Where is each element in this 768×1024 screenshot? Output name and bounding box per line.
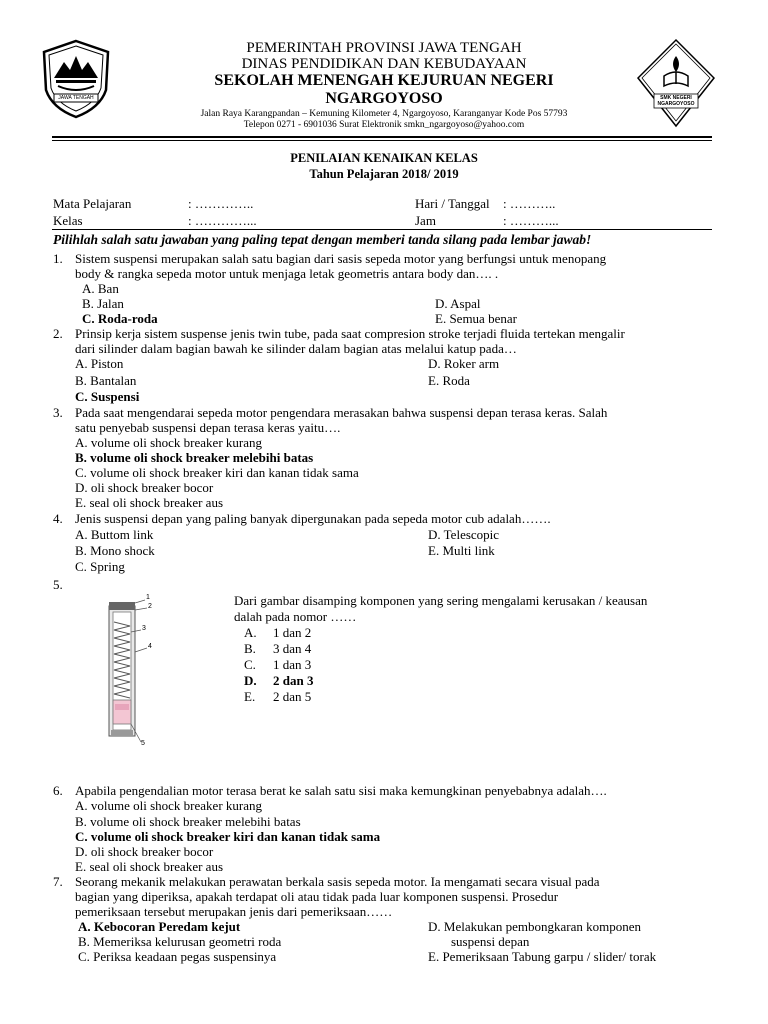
q5-option-c-letter[interactable]: C. [244,657,256,672]
q6-option-d[interactable]: D. oli shock breaker bocor [75,844,214,859]
q5-option-e-letter[interactable]: E. [244,689,256,704]
right-logo-caption-1: SMK NEGERI [660,95,692,101]
q7-number: 7. [53,874,63,889]
header-divider [52,136,712,138]
hari-label: Hari / Tanggal [415,196,490,211]
shock-absorber-diagram-icon [95,592,165,752]
q7-text-1: Seorang mekanik melakukan perawatan berkala sasis sepeda motor. Ia mengamati secara visual pada [75,874,600,889]
q1-option-d[interactable]: D. Aspal [435,296,481,311]
q4-number: 4. [53,511,63,526]
q7-text-2: bagian yang diperiksa, apakah terdapat oli atau tidak pada luar komponen suspensi. Prosedur [75,889,559,904]
q5-option-a-text[interactable]: 1 dan 2 [273,625,312,640]
q2-option-c[interactable]: C. Suspensi [75,389,140,404]
q1-text-1: Sistem suspensi merupakan salah satu bagian dari sasis sepeda motor yang berfungsi untuk menopang [75,251,607,266]
mapel-value[interactable]: : ………….. [188,196,254,211]
q1-number: 1. [53,251,63,266]
q2-text-2: dari silinder dalam bagian bawah ke silinder dalam bagian atas melalui katup pada… [75,341,517,356]
q3-text-2: satu penyebab suspensi depan terasa keras yaitu…. [75,420,341,435]
q2-text-1: Prinsip kerja sistem suspense jenis twin tube, pada saat compresion stroke terjadi fluida tertekan mengalir [75,326,625,341]
mapel-label: Mata Pelajaran [53,196,132,211]
jam-label: Jam [415,213,436,228]
q7-text-3: pemeriksaan tersebut merupakan jenis dari pemeriksaan…… [75,904,393,919]
q7-option-a[interactable]: A. Kebocoran Peredam kejut [78,919,241,934]
q2-option-b[interactable]: B. Bantalan [75,373,137,388]
q7-option-e[interactable]: E. Pemeriksaan Tabung garpu / slider/ torak [428,949,657,964]
figure-label-3: 3 [142,625,146,632]
q5-option-d-letter[interactable]: D. [244,673,257,688]
hari-value[interactable]: : ……….. [503,196,556,211]
q2-option-d[interactable]: D. Roker arm [428,356,500,371]
q3-option-b[interactable]: B. volume oli shock breaker melebihi batas [75,450,314,465]
right-logo-caption-2: NGARGOYOSO [657,101,695,107]
q6-option-b[interactable]: B. volume oli shock breaker melebihi batas [75,814,301,829]
q5-option-a-letter[interactable]: A. [244,625,257,640]
figure-label-5: 5 [141,740,145,747]
q7-option-b[interactable]: B. Memeriksa kelurusan geometri roda [78,934,282,949]
header-contact: Telepon 0271 - 6901036 Surat Elektronik smkn_ngargoyoso@yahoo.com [243,120,525,130]
q5-text-2: dalah pada nomor …… [234,609,357,624]
q6-option-e[interactable]: E. seal oli shock breaker aus [75,859,224,874]
q5-option-e-text[interactable]: 2 dan 5 [273,689,312,704]
exam-year: Tahun Pelajaran 2018/ 2019 [309,167,459,181]
q1-option-c[interactable]: C. Roda-roda [82,311,158,326]
instruction: Pilihlah salah satu jawaban yang paling tepat dengan memberi tanda silang pada lembar jawab! [53,232,592,247]
q4-text-1: Jenis suspensi depan yang paling banyak dipergunakan pada sepeda motor cub adalah……. [75,511,551,526]
q5-option-d-text[interactable]: 2 dan 3 [273,673,314,688]
left-logo-caption: JAWA TENGAH [58,95,94,101]
header-line-2: DINAS PENDIDIKAN DAN KEBUDAYAAN [241,56,527,72]
shock-absorber-figure [95,592,165,752]
kelas-value[interactable]: : …………... [188,213,257,228]
right-logo [636,38,716,128]
q4-option-a[interactable]: A. Buttom link [75,527,154,542]
q3-number: 3. [53,405,63,420]
q6-option-c[interactable]: C. volume oli shock breaker kiri dan kanan tidak sama [75,829,381,844]
q5-number: 5. [53,577,63,592]
figure-label-1: 1 [146,594,150,601]
q5-option-b-letter[interactable]: B. [244,641,256,656]
q2-option-a[interactable]: A. Piston [75,356,124,371]
q2-number: 2. [53,326,63,341]
meta-divider [52,229,712,230]
q7-option-c[interactable]: C. Periksa keadaan pegas suspensinya [78,949,277,964]
exam-title: PENILAIAN KENAIKAN KELAS [290,151,478,165]
q4-option-e[interactable]: E. Multi link [428,543,495,558]
figure-label-2: 2 [148,603,152,610]
q6-option-a[interactable]: A. volume oli shock breaker kurang [75,798,263,813]
q5-option-c-text[interactable]: 1 dan 3 [273,657,312,672]
header-line-3: SEKOLAH MENENGAH KEJURUAN NEGERI [214,72,554,89]
q3-option-a[interactable]: A. volume oli shock breaker kurang [75,435,263,450]
q3-text-1: Pada saat mengendarai sepeda motor pengendara merasakan bahwa suspensi depan terasa keras. Salah [75,405,608,420]
header-divider-thin [52,140,712,141]
jam-value[interactable]: : ………... [503,213,559,228]
q7-option-d-line2[interactable]: suspensi depan [451,934,530,949]
q1-option-e[interactable]: E. Semua benar [435,311,517,326]
smk-ngargoyoso-emblem-icon [636,38,716,128]
header-line-1: PEMERINTAH PROVINSI JAWA TENGAH [246,40,522,56]
q6-number: 6. [53,783,63,798]
q6-text-1: Apabila pengendalian motor terasa berat ke salah satu sisi maka kemungkinan penyebabnya adalah…. [75,783,607,798]
q2-option-e[interactable]: E. Roda [428,373,470,388]
q3-option-d[interactable]: D. oli shock breaker bocor [75,480,214,495]
q7-option-d-line1[interactable]: D. Melakukan pembongkaran komponen [428,919,642,934]
q1-option-a[interactable]: A. Ban [82,281,119,296]
q5-text-1: Dari gambar disamping komponen yang sering mengalami kerusakan / keausan [234,593,648,608]
q1-option-b[interactable]: B. Jalan [82,296,124,311]
q3-option-e[interactable]: E. seal oli shock breaker aus [75,495,224,510]
kelas-label: Kelas [53,213,83,228]
q4-option-d[interactable]: D. Telescopic [428,527,500,542]
q5-option-b-text[interactable]: 3 dan 4 [273,641,312,656]
q3-option-c[interactable]: C. volume oli shock breaker kiri dan kanan tidak sama [75,465,359,480]
q4-option-c[interactable]: C. Spring [75,559,125,574]
q4-option-b[interactable]: B. Mono shock [75,543,155,558]
header-line-4: NGARGOYOSO [325,90,443,107]
header-address: Jalan Raya Karangpandan – Kemuning Kilometer 4, Ngargoyoso, Karanganyar Kode Pos 57793 [200,109,568,119]
figure-label-4: 4 [148,643,152,650]
q1-text-2: body & rangka sepeda motor untuk menjaga letak geometris antara body dan…. . [75,266,499,281]
